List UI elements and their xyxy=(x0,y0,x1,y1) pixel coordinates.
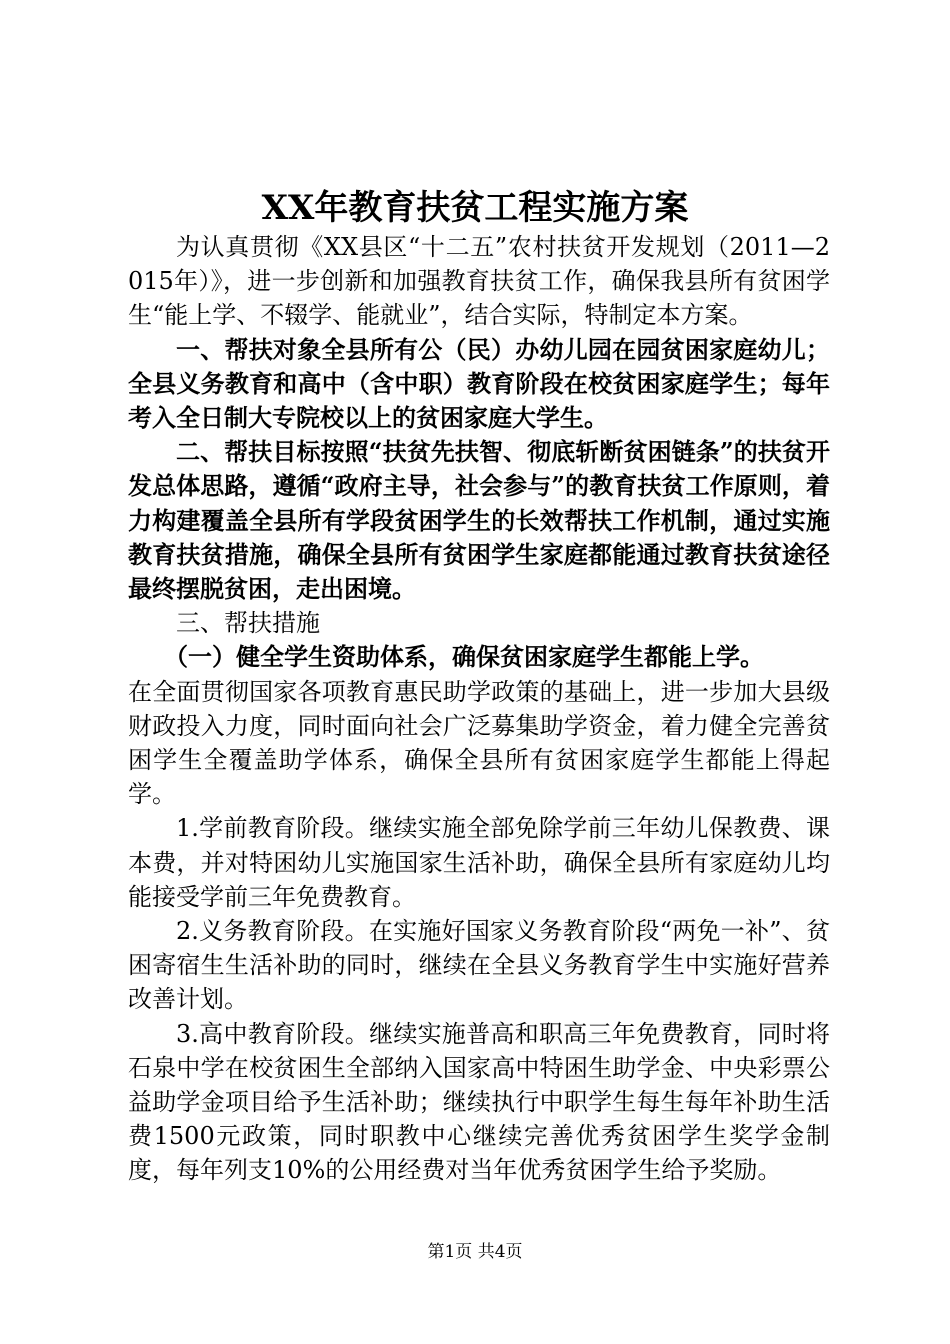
section-1-paragraph: 一、帮扶对象全县所有公（民）办幼儿园在园贫困家庭幼儿；全县义务教育和高中（含中职）教育阶段在校贫困家庭学生；每年考入全日制大专院校以上的贫困家庭大学生。 xyxy=(128,334,830,433)
item-1-paragraph: 1.学前教育阶段。继续实施全部免除学前三年幼儿保教费、课本费，并对特困幼儿实施国家生活补助，确保全县所有家庭幼儿均能接受学前三年免费教育。 xyxy=(128,814,830,911)
document-title: XX年教育扶贫工程实施方案 xyxy=(261,188,689,228)
subsection-1-heading: （一）健全学生资助体系，确保贫困家庭学生都能上学。 xyxy=(164,642,764,672)
subsection-1-body: 在全面贯彻国家各项教育惠民助学政策的基础上，进一步加大县级财政投入力度，同时面向社会广泛募集助学资金，着力健全完善贫困学生全覆盖助学体系，确保全县所有贫困家庭学生都能上得起学。 xyxy=(128,677,830,809)
document-body xyxy=(128,230,830,1188)
section-3-heading: 三、帮扶措施 xyxy=(176,609,320,638)
intro-paragraph: 为认真贯彻《XX县区“十二五”农村扶贫开发规划（2011—2015年）》，进一步创新和加强教育扶贫工作，确保我县所有贫困学生“能上学、不辍学、能就业”，结合实际，特制定本方案。 xyxy=(128,233,830,330)
page-number-footer: 第1页 共4页 xyxy=(427,1242,523,1262)
item-2-paragraph: 2.义务教育阶段。在实施好国家义务教育阶段“两免一补”、贫困寄宿生生活补助的同时，继续在全县义务教育学生中实施好营养改善计划。 xyxy=(128,917,830,1014)
item-3-paragraph: 3.高中教育阶段。继续实施普高和职高三年免费教育，同时将石泉中学在校贫困生全部纳入国家高中特困生助学金、中央彩票公益助学金项目给予生活补助；继续执行中职学生每生每年补助生活费1500元政策，同时职教中心继续完善优秀贫困学生奖学金制度，每年列支10%的公用经费对当年优秀贫困学生给予奖励。 xyxy=(128,1019,830,1185)
section-2-paragraph: 二、帮扶目标按照“扶贫先扶智、彻底斩断贫困链条”的扶贫开发总体思路，遵循“政府主导，社会参与”的教育扶贫工作原则，着力构建覆盖全县所有学段贫困学生的长效帮扶工作机制，通过实施教育扶贫措施，确保全县所有贫困学生家庭都能通过教育扶贫途径最终摆脱贫困，走出困境。 xyxy=(128,437,830,604)
